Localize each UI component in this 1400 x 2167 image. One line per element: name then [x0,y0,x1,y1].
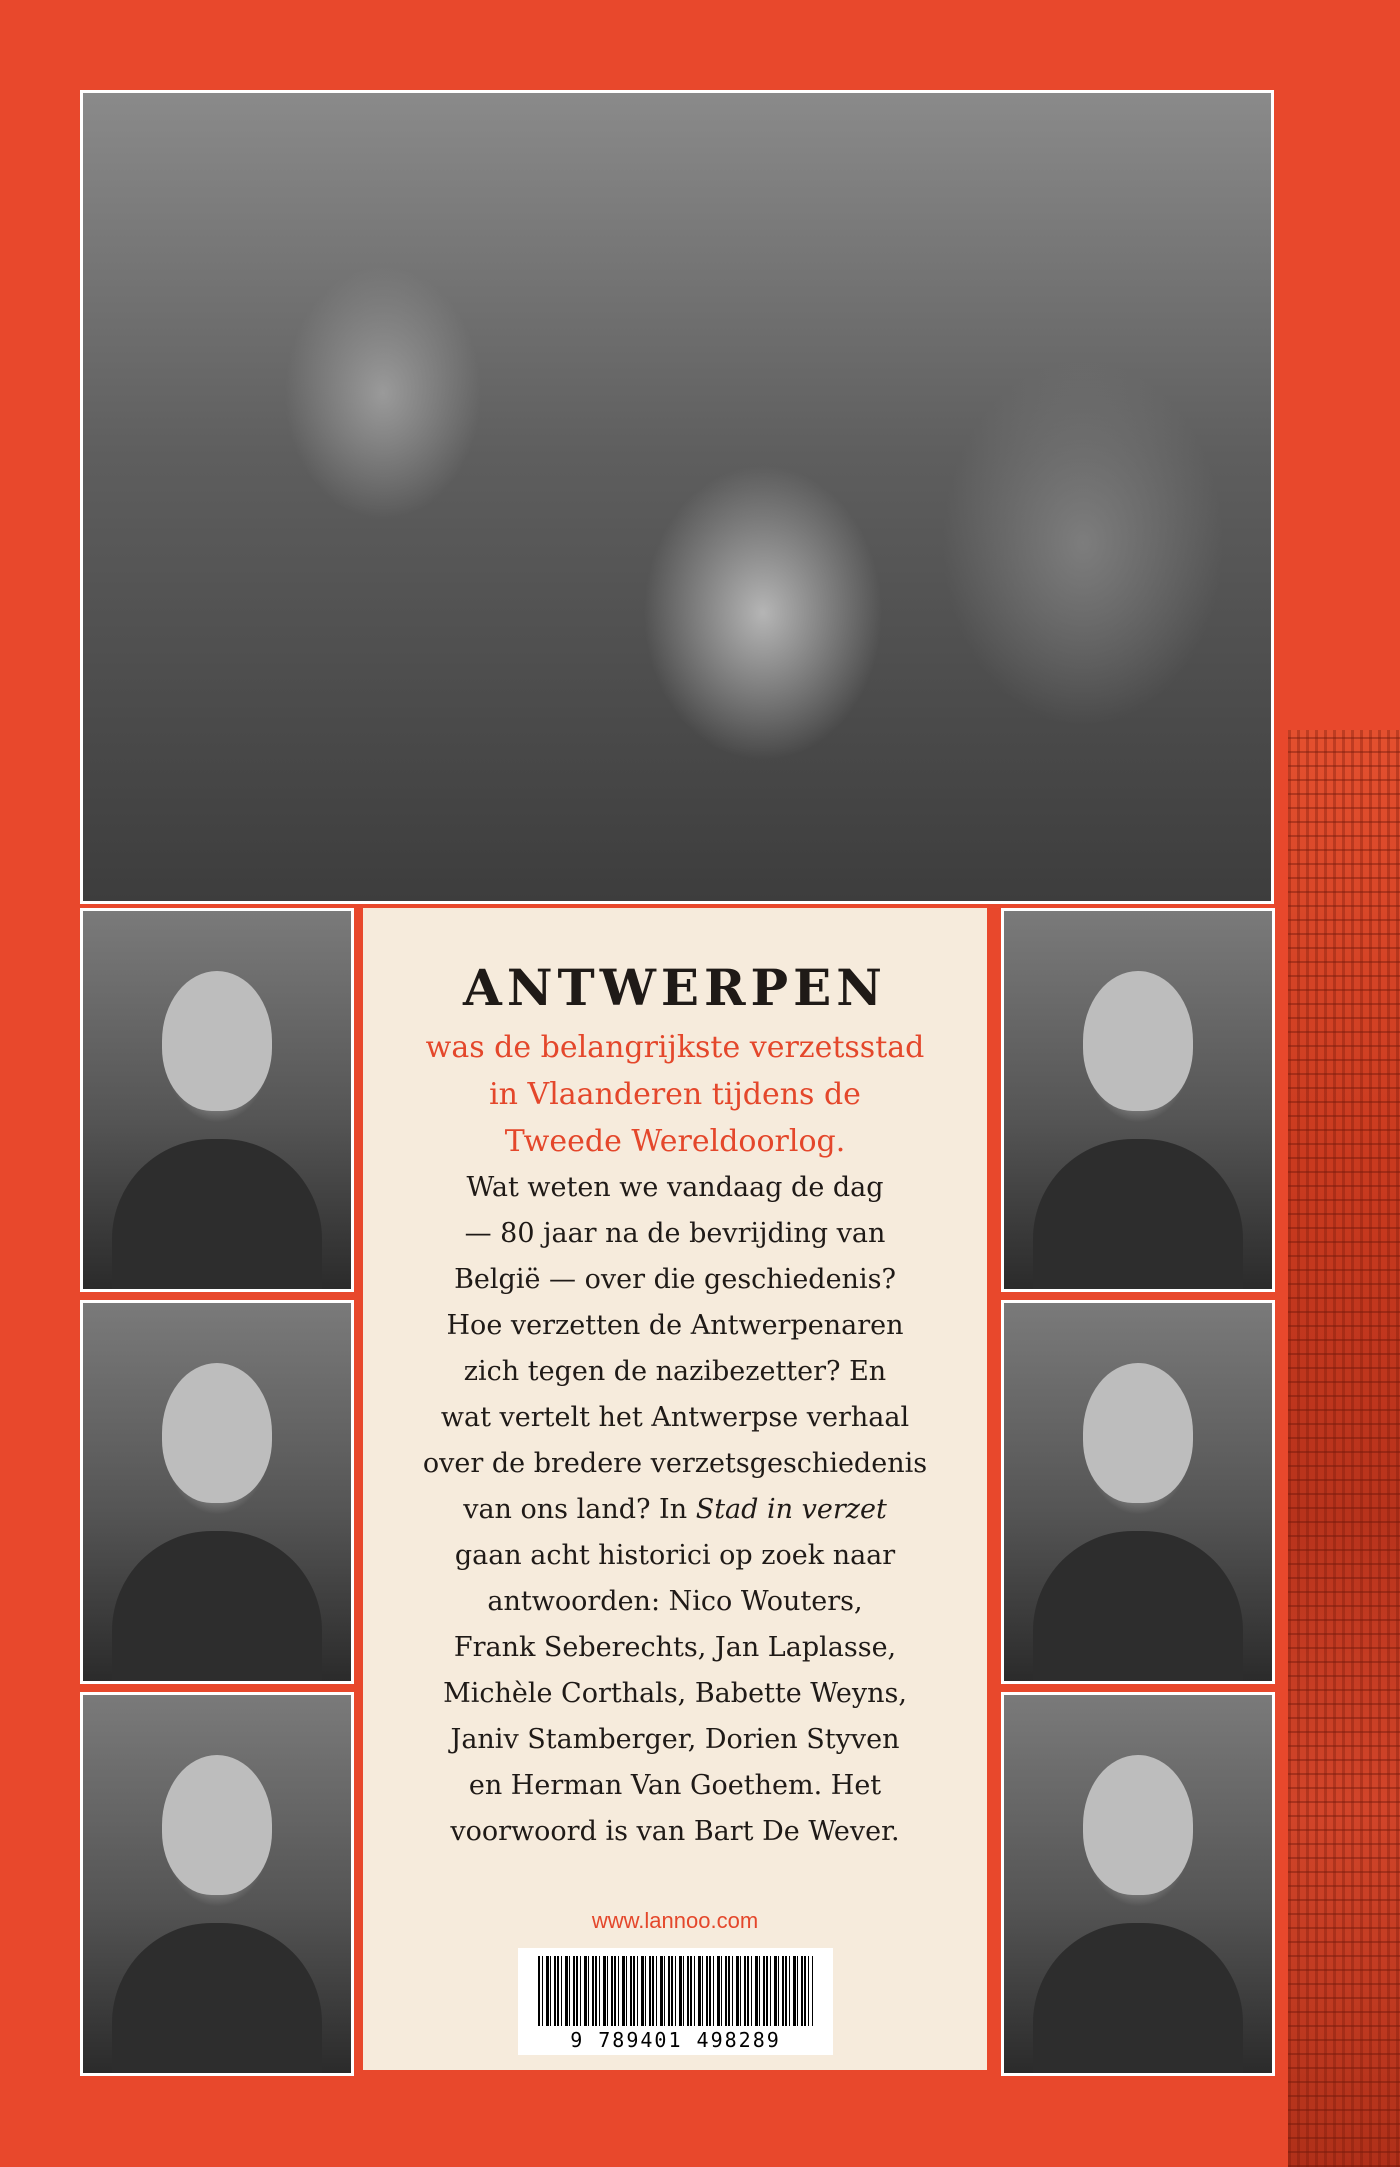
portrait-photo [1001,908,1275,1292]
blurb-line: België — over die geschiedenis? [454,1264,896,1295]
portrait-photo [80,908,354,1292]
spine-city-photo [1288,730,1400,2167]
blurb-line: wat vertelt het Antwerpse verhaal [440,1402,910,1433]
barcode [518,1948,833,2055]
publisher-url[interactable]: www.lannoo.com [591,1908,759,1933]
blurb-line: Wat weten we vandaag de dag [466,1172,884,1203]
lead-text [363,1024,987,1165]
isbn-number: 9 789401 498289 [570,2028,781,2052]
blurb-line: Janiv Stamberger, Dorien Styven [450,1724,900,1755]
blurb-line: voorwoord is van Bart De Wever. [450,1816,900,1847]
blurb-line: over de bredere verzetsgeschiedenis [422,1448,928,1479]
lead-line: was de belangrijkste verzetsstad [425,1030,925,1065]
blurb-line: zich tegen de nazibezetter? En [463,1356,887,1387]
blurb-line: en Herman Van Goethem. Het [468,1770,882,1801]
blurb-line: antwoorden: Nico Wouters, [487,1586,863,1617]
blurb-line: — 80 jaar na de bevrijding van [464,1218,886,1249]
lead-line: Tweede Wereldoorlog. [504,1124,846,1159]
blurb-line: Hoe verzetten de Antwerpenaren [446,1310,904,1341]
portrait-photo [80,1300,354,1684]
portrait-photo [80,1692,354,2076]
main-photo-soldiers [80,90,1274,904]
blurb-line: gaan acht historici op zoek naar [454,1540,896,1571]
blurb-panel [363,908,987,2070]
portrait-photo [1001,1300,1275,1684]
book-title: ANTWERPEN [463,958,887,1017]
book-title-italic: Stad in verzet [695,1494,887,1525]
lead-line: in Vlaanderen tijdens de [489,1077,861,1112]
blurb-text [363,1165,987,1855]
blurb-line: Michèle Corthals, Babette Weyns, [443,1678,907,1709]
barcode-bars [538,1956,813,2026]
portrait-photo [1001,1692,1275,2076]
blurb-line: Frank Seberechts, Jan Laplasse, [453,1632,897,1663]
blurb-line: van ons land? In [463,1494,696,1525]
